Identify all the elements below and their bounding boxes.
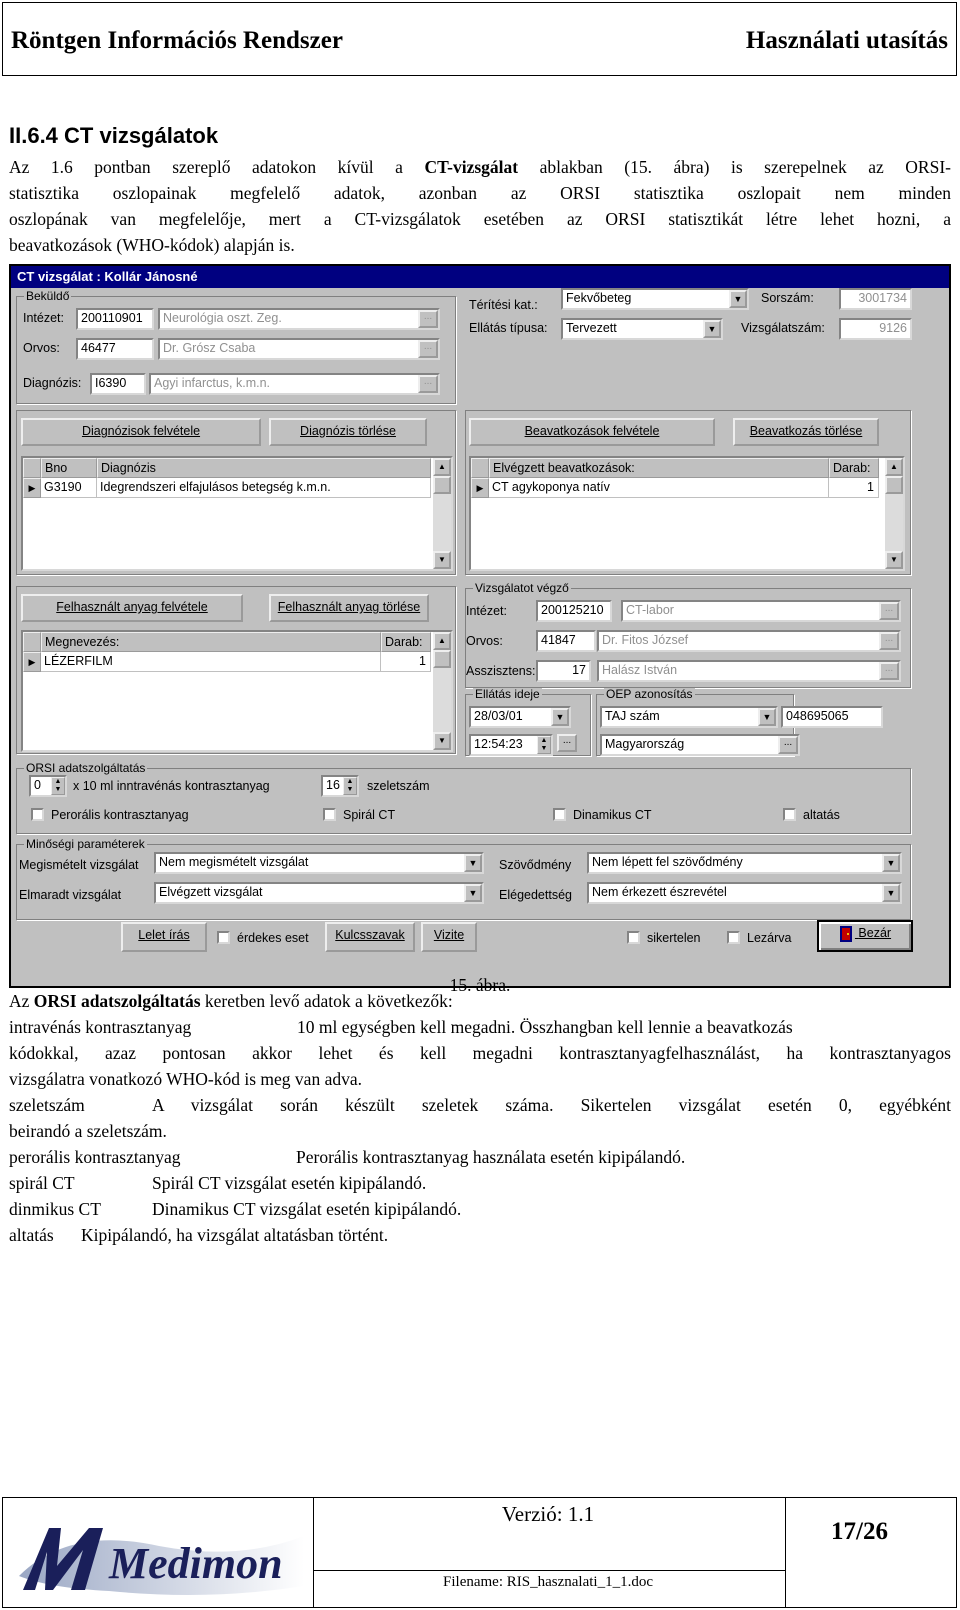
spinner-icon[interactable]: ▲ ▼ (537, 736, 551, 754)
row-pointer-icon: ▶ (23, 478, 41, 498)
sorszam-input[interactable]: 3001734 (839, 288, 912, 310)
megismetelt-select[interactable]: Nem megismételt vizsgálat ▼ (154, 852, 484, 874)
grid-header: Darab: (829, 458, 879, 478)
orvos-label: Orvos: (23, 341, 60, 355)
oep-legend: OEP azonosítás (606, 687, 693, 701)
anyag-grid[interactable] (21, 630, 453, 752)
scrollbar[interactable] (433, 632, 451, 750)
bekuldo-legend: Beküldő (26, 289, 70, 303)
diag-delete-button[interactable]: Diagnózis törlése (269, 418, 427, 446)
scroll-down-icon[interactable]: ▼ (433, 551, 451, 569)
header-left: Röntgen Információs Rendszer (11, 27, 343, 54)
close-button[interactable] (817, 920, 913, 952)
version-text: Verzió: 1.1 (501, 1502, 595, 1526)
vegzo-orvos-name[interactable]: Dr. Fitos József ... (597, 630, 901, 652)
table-row[interactable]: G3190 (41, 478, 97, 498)
intezet-lookup-button[interactable]: ... (418, 310, 438, 328)
orsi-legend: ORSI adatszolgáltatás (26, 761, 146, 775)
figure-caption: 15. ábra. (449, 975, 511, 995)
close-button-label: Bezár (858, 926, 892, 940)
window-title: CT vizsgálat : Kollár Jánosné (11, 266, 949, 288)
chevron-down-icon[interactable]: ▼ (703, 320, 721, 338)
lookup-button[interactable]: ... (879, 632, 899, 650)
grid-header: Megnevezés: (41, 632, 381, 652)
chevron-down-icon[interactable]: ▼ (464, 884, 482, 902)
vegzo-intezet-label: Intézet: (466, 604, 507, 618)
scroll-down-icon[interactable]: ▼ (433, 732, 451, 750)
body-line-2: intravénás kontrasztanyag 10 ml egységben kell megadni. Összhangban kell lennie a beavatkozás (9, 1017, 793, 1037)
altatas-label: altatás (803, 808, 840, 822)
scroll-thumb[interactable] (433, 476, 451, 494)
intro-line-1: Az 1.6 pontban szereplő adatokon kívül a CT-vizsgálat ablakban (15. ábra) is szerepelnek az ORSI- (9, 157, 951, 177)
spinner-icon[interactable]: ▲ ▼ (51, 777, 65, 795)
ellatas-tipus-select[interactable]: Tervezett ▼ (561, 318, 723, 340)
lezarva-label: Lezárva (747, 931, 792, 945)
scroll-thumb[interactable] (433, 650, 451, 668)
orvos-lookup-button[interactable]: ... (418, 340, 438, 358)
orvos-name-input[interactable]: Dr. Grósz Csaba ... (158, 338, 440, 360)
minoseg-legend: Minőségi paraméterek (26, 837, 145, 851)
peroralis-label: Perorális kontrasztanyag (51, 808, 189, 822)
vegzo-orvos-label: Orvos: (466, 634, 503, 648)
terites-label: Térítési kat.: (469, 298, 538, 312)
terites-select[interactable]: Fekvőbeteg ▼ (561, 288, 749, 310)
diag-add-button[interactable]: Diagnózisok felvétele (21, 418, 261, 446)
orsi-frame (16, 761, 911, 834)
table-row[interactable]: Idegrendszeri elfajulásos betegség k.m.n. (97, 478, 431, 498)
date-picker[interactable]: 28/03/01 ▼ (469, 706, 571, 728)
taj-number-input[interactable]: 048695065 (781, 706, 883, 728)
lookup-button[interactable]: ... (879, 602, 899, 620)
diagnozis-label: Diagnózis: (23, 376, 82, 390)
intezet-name-input[interactable]: Neurológia oszt. Zeg. ... (158, 308, 440, 330)
table-row[interactable]: 1 (381, 652, 431, 672)
table-row[interactable]: 1 (829, 478, 879, 498)
beav-delete-button[interactable]: Beavatkozás törlése (733, 418, 879, 446)
body-line-4: vizsgálatra vonatkozó WHO-kód is meg van adva. (9, 1069, 362, 1089)
body-line-1: Az ORSI adatszolgáltatás keretben levő adatok a következők: (9, 991, 453, 1011)
spinner-icon[interactable]: ▲ ▼ (343, 777, 357, 795)
vegzo-intezet-name[interactable]: CT-labor ... (621, 600, 901, 622)
kulcsszavak-button[interactable]: Kulcsszavak (325, 922, 415, 952)
elegedettseg-label: Elégedettség (499, 888, 572, 902)
body-line-6: beirandó a szeletszám. (9, 1121, 167, 1141)
oep-type-select[interactable]: TAJ szám ▼ (600, 706, 778, 728)
vegzo-legend: Vizsgálatot végző (475, 581, 569, 595)
vizsgalatszam-input[interactable]: 9126 (839, 318, 912, 340)
vegzo-asszisztens-code[interactable]: 17 (536, 660, 591, 682)
beav-add-button[interactable]: Beavatkozások felvétele (469, 418, 715, 446)
header-right: Használati utasítás (745, 27, 948, 54)
page-number: 17/26 (831, 1518, 888, 1545)
vegzo-asszisztens-name[interactable]: Halász István ... (597, 660, 901, 682)
table-row[interactable]: LÉZERFILM (41, 652, 381, 672)
intro-line-3: oszlopának van megfelelője, mert a CT-vizsgálatok esetében az ORSI statisztikát létre lehet hozni, a (9, 209, 951, 229)
ellatas-ideje-legend: Ellátás ideje (475, 687, 540, 701)
chevron-down-icon[interactable]: ▼ (882, 884, 900, 902)
grid-header: Elvégzett beavatkozások: (489, 458, 829, 478)
sikertelen-label: sikertelen (647, 931, 701, 945)
beavatkozas-grid[interactable] (469, 456, 905, 571)
peroralis-checkbox[interactable] (31, 808, 44, 821)
spiral-checkbox[interactable] (323, 808, 336, 821)
grid-header: Diagnózis (97, 458, 431, 478)
intro-line-4: beavatkozások (WHO-kódok) alapján is. (9, 235, 295, 255)
table-row[interactable]: CT agykoponya natív (489, 478, 829, 498)
chevron-down-icon[interactable]: ▼ (464, 854, 482, 872)
szelet-spinner[interactable]: 16 ▲ ▼ (321, 775, 359, 797)
row-pointer-icon: ▶ (23, 652, 41, 672)
kontraszt-label: x 10 ml inntravénás kontrasztanyag (73, 779, 270, 793)
anyag-add-button[interactable]: Felhasznált anyag felvétele (21, 594, 243, 622)
altatas-checkbox[interactable] (783, 808, 796, 821)
scroll-thumb[interactable] (885, 476, 903, 494)
door-icon (839, 925, 855, 943)
lookup-button[interactable]: ... (879, 662, 899, 680)
erdekes-checkbox[interactable] (217, 931, 230, 944)
chevron-down-icon[interactable]: ▼ (882, 854, 900, 872)
diagnozis-code-input[interactable]: I6390 (90, 373, 146, 395)
lelet-button[interactable]: Lelet írás (121, 922, 207, 952)
szelet-label: szeletszám (367, 779, 430, 793)
vizite-button[interactable]: Vizite (421, 922, 477, 952)
time-lookup-button[interactable]: ... (557, 734, 577, 752)
grid-header: Bno (41, 458, 97, 478)
sorszam-label: Sorszám: (761, 291, 814, 305)
filename-text: Filename: RIS_hasznalati_1_1.doc (443, 1574, 653, 1590)
chevron-down-icon[interactable]: ▼ (729, 290, 747, 308)
diagnozis-lookup-button[interactable]: ... (418, 375, 438, 393)
intezet-label: Intézet: (23, 311, 64, 325)
medimon-logo (9, 1506, 309, 1602)
spiral-label: Spirál CT (343, 808, 396, 822)
diagnosis-grid[interactable] (21, 456, 453, 571)
page-header (2, 2, 957, 76)
scroll-down-icon[interactable]: ▼ (885, 551, 903, 569)
chevron-down-icon[interactable]: ▼ (551, 708, 569, 726)
ct-window (9, 264, 951, 988)
vizsgalatszam-label: Vizsgálatszám: (741, 321, 825, 335)
logo-text: Medimon (109, 1539, 283, 1588)
scrollbar[interactable] (885, 458, 903, 569)
scroll-up-icon[interactable]: ▲ (433, 632, 451, 650)
megismetelt-label: Megismételt vizsgálat (19, 858, 139, 872)
elmaradt-label: Elmaradt vizsgálat (19, 888, 122, 902)
country-input[interactable]: Magyarország ... (600, 734, 800, 756)
sikertelen-checkbox[interactable] (627, 931, 640, 944)
elmaradt-select[interactable]: Elvégzett vizsgálat ▼ (154, 882, 484, 904)
kontraszt-spinner[interactable]: 0 ▲ ▼ (29, 775, 67, 797)
body-line-9: dinmikus CT Dinamikus CT vizsgálat esetén kipipálandó. (9, 1199, 462, 1219)
body-line-7: perorális kontrasztanyag Perorális kontrasztanyag használata esetén kipipálandó. (9, 1147, 686, 1167)
dinamikus-label: Dinamikus CT (573, 808, 652, 822)
dinamikus-checkbox[interactable] (553, 808, 566, 821)
szovodmeny-select[interactable]: Nem lépett fel szövődmény ▼ (587, 852, 902, 874)
row-pointer-icon: ▶ (471, 478, 489, 498)
body-line-8: spirál CT Spirál CT vizsgálat esetén kipipálandó. (9, 1173, 427, 1193)
chevron-down-icon[interactable]: ▼ (758, 708, 776, 726)
scroll-up-icon[interactable]: ▲ (433, 458, 451, 476)
time-input[interactable]: 12:54:23 ▲ ▼ (469, 734, 553, 756)
vegzo-intezet-code[interactable]: 200125210 (536, 600, 612, 622)
body-line-5: szeletszám A vizsgálat során készült szeletek száma. Sikertelen vizsgálat esetén 0, egyébként (9, 1095, 951, 1115)
section-title: II.6.4 CT vizsgálatok (9, 123, 219, 148)
lezarva-checkbox[interactable] (727, 931, 740, 944)
scroll-up-icon[interactable]: ▲ (885, 458, 903, 476)
orvos-code-input[interactable]: 46477 (76, 338, 154, 360)
vegzo-asszisztens-label: Asszisztens: (466, 664, 536, 678)
ellatas-tipus-label: Ellátás típusa: (469, 321, 548, 335)
grid-header: Darab: (381, 632, 431, 652)
anyag-delete-button[interactable]: Felhasznált anyag törlése (269, 594, 429, 622)
intro-line-2: statisztika oszlopainak megfelelő adatok, azonban az ORSI statisztika oszlopait nem minden (9, 183, 951, 203)
diagnozis-name-input[interactable]: Agyi infarctus, k.m.n. ... (149, 373, 440, 395)
lookup-button[interactable]: ... (778, 736, 798, 754)
elegedettseg-select[interactable]: Nem érkezett észrevétel ▼ (587, 882, 902, 904)
intezet-code-input[interactable]: 200110901 (76, 308, 154, 330)
body-line-10: altatás Kipipálandó, ha vizsgálat altatásban történt. (9, 1225, 389, 1245)
erdekes-label: érdekes eset (237, 931, 309, 945)
body-line-3: kódokkal, azaz pontosan akkor lehet és kell megadni kontrasztanyagfelhasználást, ha kontrasztanyagos (9, 1043, 951, 1063)
page-footer (2, 1497, 957, 1608)
szovodmeny-label: Szövődmény (499, 858, 572, 872)
vegzo-orvos-code[interactable]: 41847 (536, 630, 596, 652)
scrollbar[interactable] (433, 458, 451, 569)
medimon-logo-icon (9, 1506, 309, 1602)
